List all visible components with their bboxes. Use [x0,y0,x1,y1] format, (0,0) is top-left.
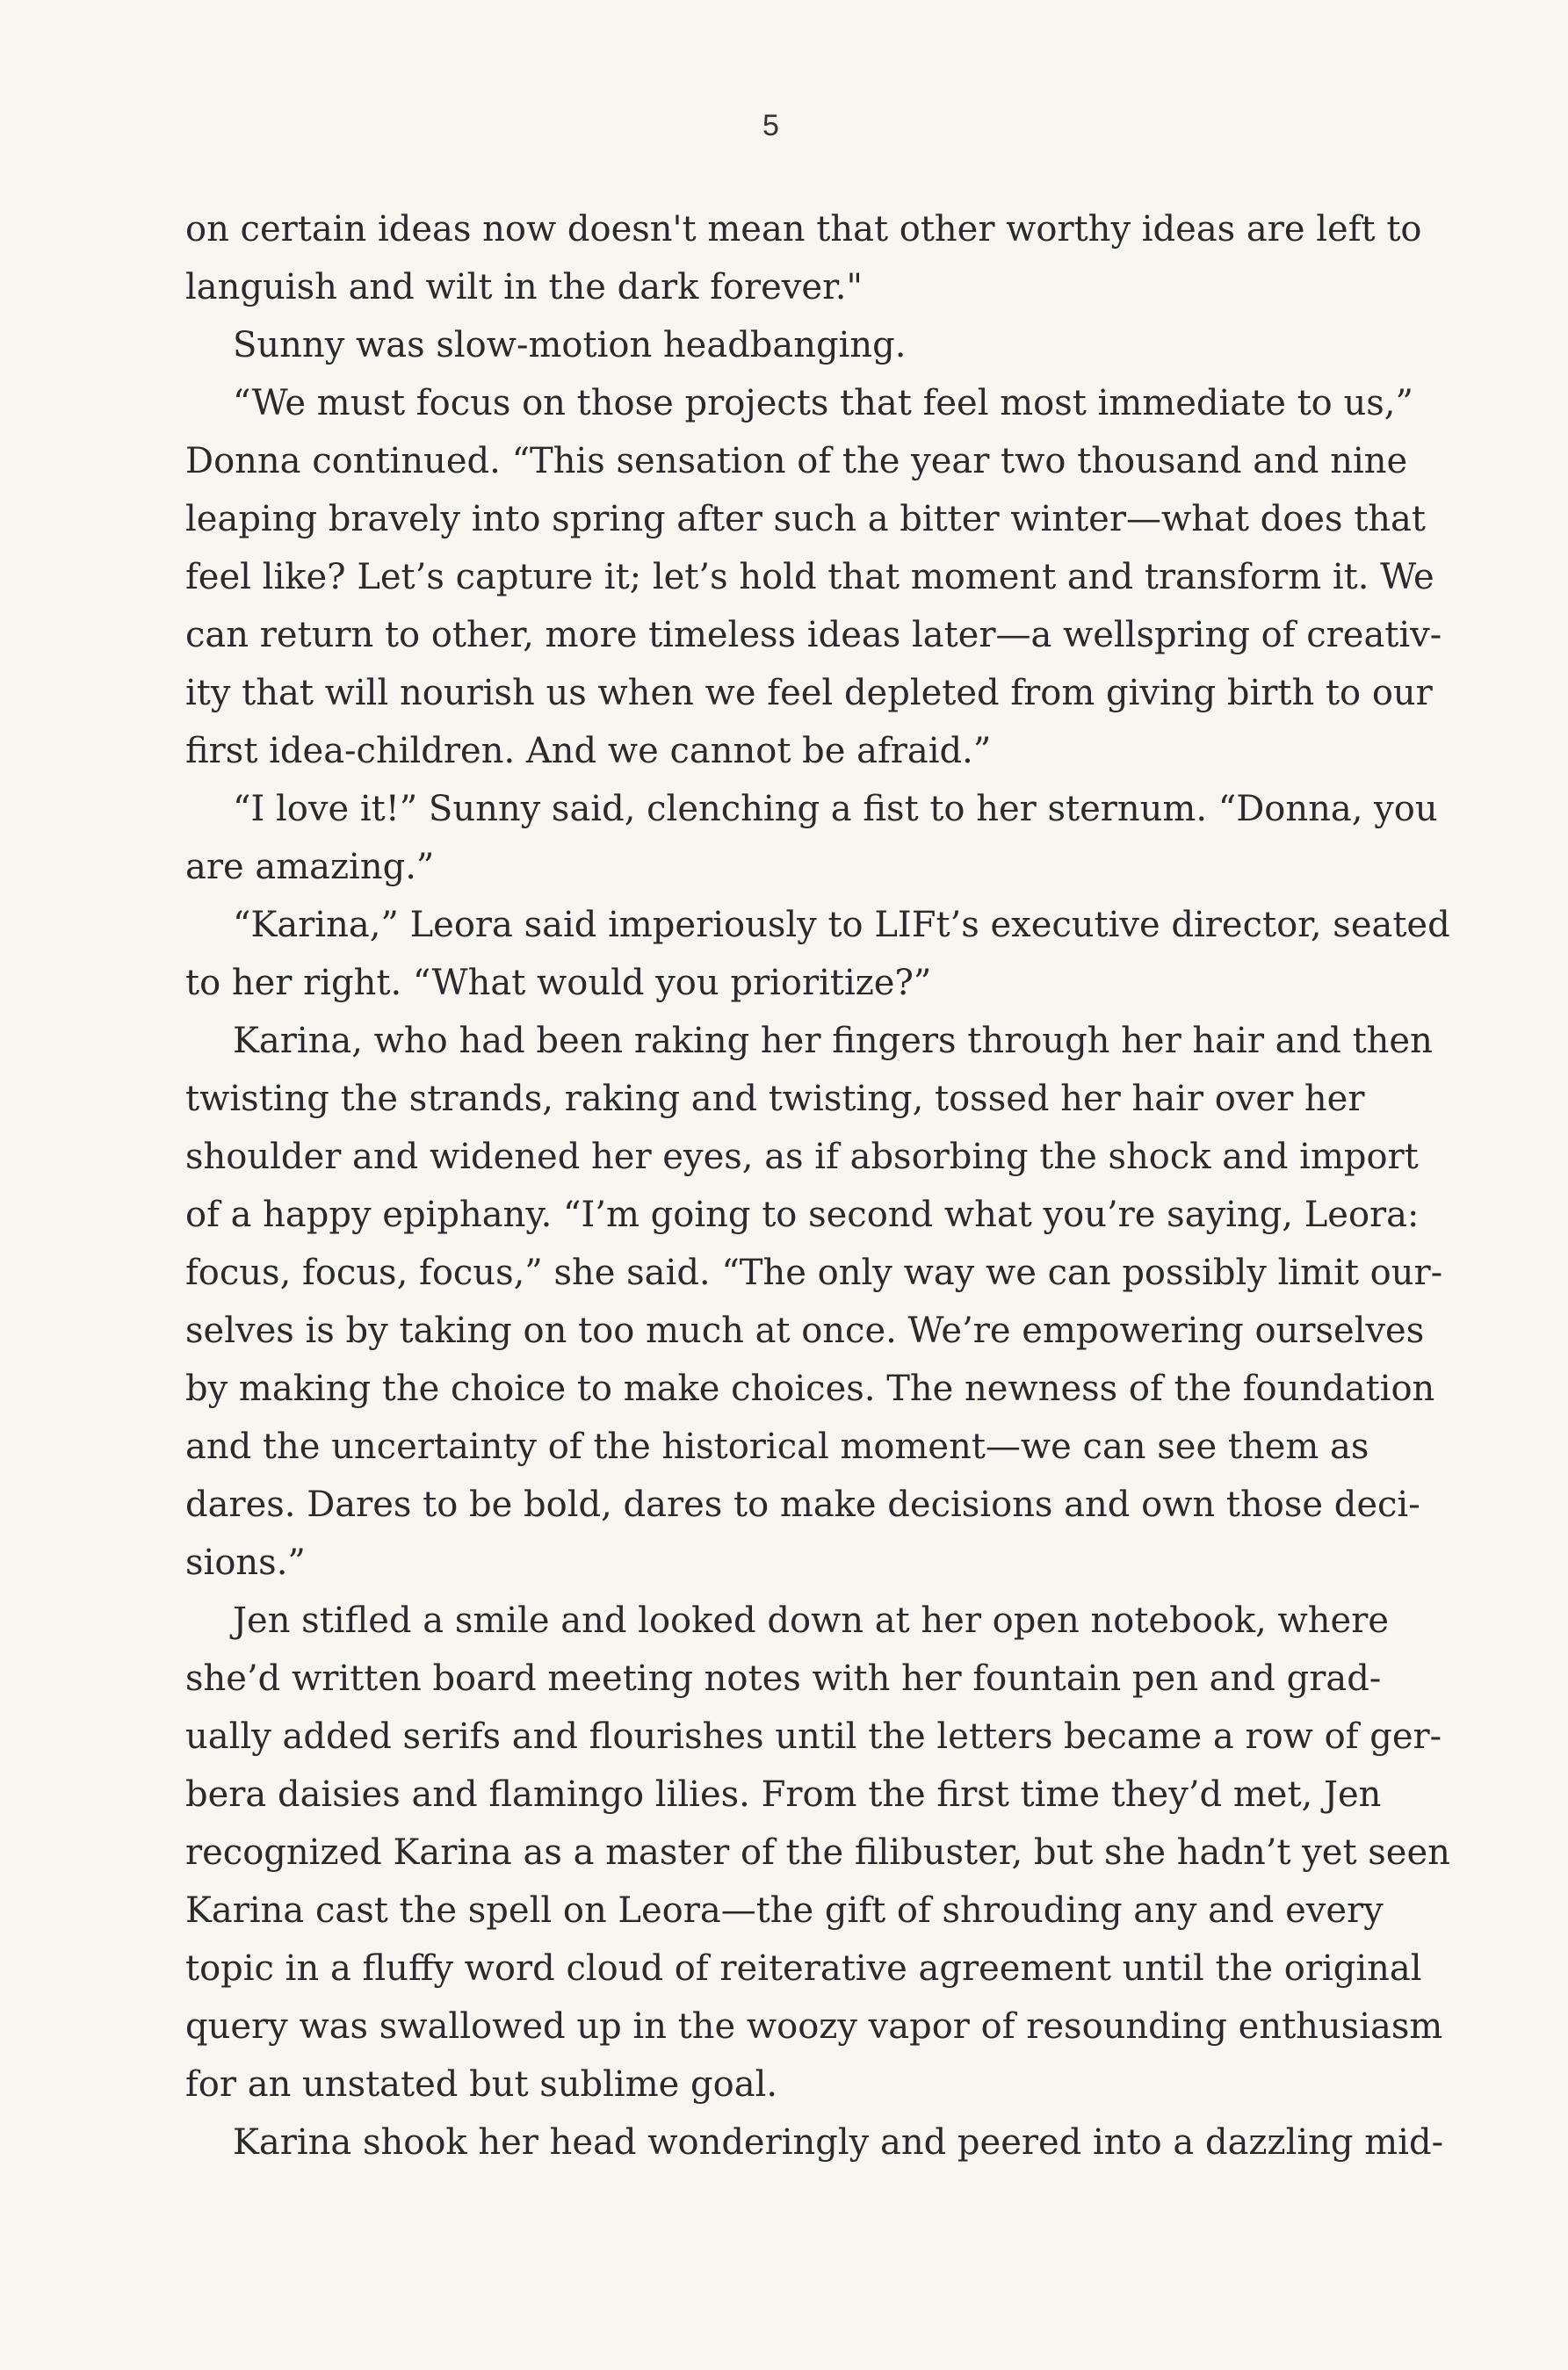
text-line: Sunny was slow-motion headbanging. [233,325,907,365]
text-line: focus, focus, focus,” she said. “The only way we can possibly limit our- [185,1253,1443,1293]
text-line: Karina cast the spell on Leora—the gift of shrouding any and every [185,1890,1384,1931]
text-line: “I love it!” Sunny said, clenching a fist to her sternum. “Donna, you [233,789,1438,829]
text-line: Karina shook her head wonderingly and peered into a dazzling mid- [233,2122,1444,2163]
text-line: first idea-children. And we cannot be afraid.” [185,731,992,771]
text-line: to her right. “What would you prioritize?” [185,963,932,1003]
text-line: languish and wilt in the dark forever." [185,267,863,307]
text-line: query was swallowed up in the woozy vapor of resounding enthusiasm [185,2006,1443,2047]
text-line: ually added serifs and flourishes until the letters became a row of ger- [185,1716,1442,1757]
text-line: and the uncertainty of the historical moment—we can see them as [185,1427,1369,1467]
text-line: dares. Dares to be bold, dares to make decisions and own those deci- [185,1485,1420,1525]
text-line: by making the choice to make choices. The newness of the foundation [185,1369,1435,1409]
text-line: topic in a fluffy word cloud of reiterative agreement until the original [185,1948,1422,1989]
text-line: of a happy epiphany. “I’m going to second what you’re saying, Leora: [185,1195,1420,1235]
text-line: feel like? Let’s capture it; let’s hold that moment and transform it. We [185,557,1434,597]
text-line: “Karina,” Leora said imperiously to LIFt’s executive director, seated [233,905,1450,945]
text-line: Karina, who had been raking her fingers through her hair and then [233,1021,1433,1061]
text-line: can return to other, more timeless ideas later—a wellspring of creativ- [185,615,1442,655]
text-line: twisting the strands, raking and twisting, tossed her hair over her [185,1079,1365,1119]
text-line: she’d written board meeting notes with her fountain pen and grad- [185,1658,1382,1699]
text-line: for an unstated but sublime goal. [185,2064,778,2105]
page-number: 5 [762,109,779,142]
body-text [185,200,1450,2171]
text-line: leaping bravely into spring after such a bitter winter—what does that [185,499,1426,539]
text-line: sions.” [185,1543,306,1583]
text-line: shoulder and widened her eyes, as if absorbing the shock and import [185,1137,1419,1177]
text-line: Jen stifled a smile and looked down at her open notebook, where [233,1600,1389,1641]
text-line: bera daisies and flamingo lilies. From the first time they’d met, Jen [185,1774,1382,1815]
text-line: recognized Karina as a master of the filibuster, but she hadn’t yet seen [185,1832,1450,1873]
text-line: Donna continued. “This sensation of the year two thousand and nine [185,441,1408,481]
text-line: on certain ideas now doesn't mean that other worthy ideas are left to [185,209,1422,249]
text-line: ity that will nourish us when we feel depleted from giving birth to our [185,673,1433,713]
text-line: are amazing.” [185,847,435,887]
text-line: “We must focus on those projects that feel most immediate to us,” [233,383,1413,423]
text-line: selves is by taking on too much at once. We’re empowering ourselves [185,1311,1425,1351]
